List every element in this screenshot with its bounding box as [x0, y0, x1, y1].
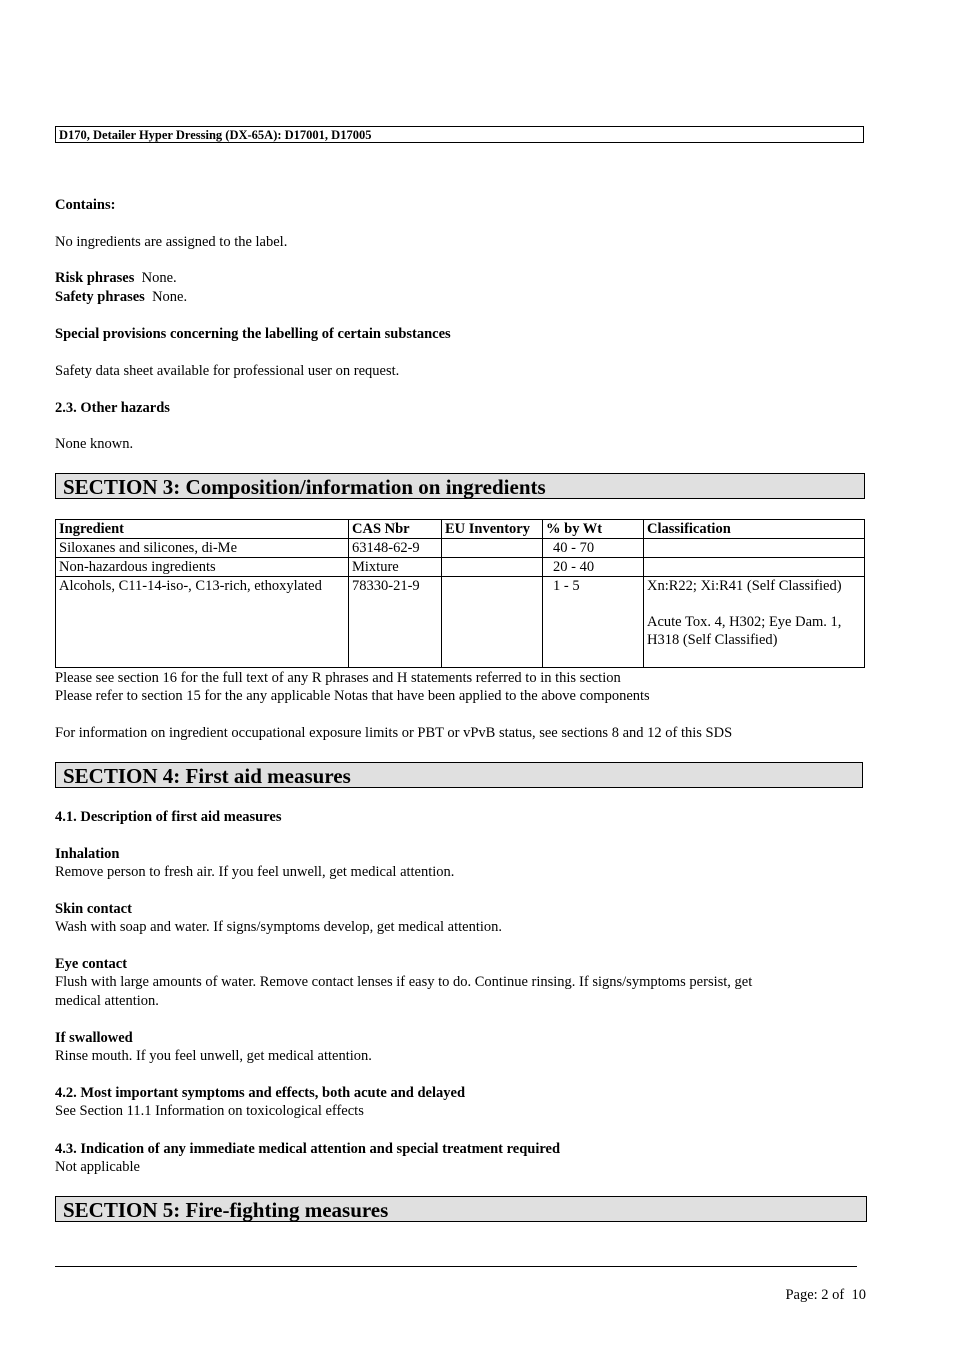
cell-cas: Mixture — [349, 558, 442, 577]
classification-text: Xn:R22; Xi:R41 (Self Classified) — [647, 578, 842, 594]
inhalation-text: Remove person to fresh air. If you feel unwell, get medical attention. — [55, 864, 455, 880]
first-aid-description-heading: 4.1. Description of first aid measures — [55, 809, 282, 825]
other-hazards-heading: 2.3. Other hazards — [55, 400, 170, 416]
special-provisions-text: Safety data sheet available for professional user on request. — [55, 363, 400, 379]
cell-ingredient: Non-hazardous ingredients — [56, 558, 349, 577]
cell-classification — [644, 577, 865, 668]
if-swallowed-label: If swallowed — [55, 1030, 133, 1046]
section-3-note-exposure: For information on ingredient occupational exposure limits or PBT or vPvB status, see sections 8 and 12 of this SDS — [55, 725, 733, 741]
safety-phrases-value: None. — [152, 289, 188, 305]
cell-eu — [442, 558, 543, 577]
section-5-title: SECTION 5: Fire-fighting measures — [55, 1196, 867, 1222]
risk-phrases-row — [55, 269, 177, 287]
cell-percent: 40 - 70 — [543, 539, 644, 558]
cell-ingredient: Siloxanes and silicones, di-Me — [56, 539, 349, 558]
section-3-title: SECTION 3: Composition/information on ingredients — [55, 473, 865, 499]
medical-attention-text: Not applicable — [55, 1159, 140, 1175]
cell-ingredient: Alcohols, C11-14-iso-, C13-rich, ethoxylated — [56, 577, 349, 668]
risk-phrases-label: Risk phrases — [55, 270, 135, 286]
skin-contact-text: Wash with soap and water. If signs/symptoms develop, get medical attention. — [55, 919, 503, 935]
classification-text-clp: Acute Tox. 4, H302; Eye Dam. 1, H318 (Self Classified) — [647, 614, 842, 648]
section-4-title: SECTION 4: First aid measures — [55, 762, 863, 788]
contains-text: No ingredients are assigned to the label. — [55, 234, 288, 250]
risk-phrases-value: None. — [141, 270, 177, 286]
if-swallowed-text: Rinse mouth. If you feel unwell, get medical attention. — [55, 1048, 372, 1064]
table-header-row — [56, 520, 865, 539]
col-header-ingredient: Ingredient — [56, 520, 349, 539]
skin-contact-label: Skin contact — [55, 901, 132, 917]
col-header-cas: CAS Nbr — [349, 520, 442, 539]
document-header: D170, Detailer Hyper Dressing (DX-65A): D17001, D17005 — [55, 126, 864, 143]
medical-attention-heading: 4.3. Indication of any immediate medical attention and special treatment required — [55, 1141, 561, 1157]
col-header-classification: Classification — [644, 520, 865, 539]
contains-label: Contains: — [55, 197, 116, 213]
cell-percent: 20 - 40 — [543, 558, 644, 577]
cell-cas: 78330-21-9 — [349, 577, 442, 668]
cell-cas: 63148-62-9 — [349, 539, 442, 558]
col-header-eu-inventory: EU Inventory — [442, 520, 543, 539]
table-row — [56, 577, 865, 668]
safety-phrases-row — [55, 288, 187, 306]
cell-percent: 1 - 5 — [543, 577, 644, 668]
table-row — [56, 558, 865, 577]
eye-contact-text-cont: medical attention. — [55, 993, 159, 1009]
eye-contact-text: Flush with large amounts of water. Remove contact lenses if easy to do. Continue rinsing. If signs/symptoms persist, get — [55, 974, 753, 990]
cell-eu — [442, 539, 543, 558]
cell-eu — [442, 577, 543, 668]
symptoms-heading: 4.2. Most important symptoms and effects, both acute and delayed — [55, 1085, 466, 1101]
table-row — [56, 539, 865, 558]
symptoms-text: See Section 11.1 Information on toxicological effects — [55, 1103, 364, 1119]
eye-contact-label: Eye contact — [55, 956, 128, 972]
safety-phrases-label: Safety phrases — [55, 289, 145, 305]
cell-classification — [644, 539, 865, 558]
cell-classification — [644, 558, 865, 577]
other-hazards-text: None known. — [55, 436, 134, 452]
ingredients-table — [55, 519, 865, 668]
section-3-note-notas: Please refer to section 15 for the any applicable Notas that have been applied to the above components — [55, 688, 650, 704]
page-number: Page: 2 of 10 — [785, 1287, 866, 1303]
inhalation-label: Inhalation — [55, 846, 120, 862]
col-header-percent: % by Wt — [543, 520, 644, 539]
section-3-note-r-phrases: Please see section 16 for the full text of any R phrases and H statements referred to in this section — [55, 670, 621, 686]
footer-divider — [55, 1266, 857, 1267]
special-provisions-heading: Special provisions concerning the labelling of certain substances — [55, 326, 451, 342]
